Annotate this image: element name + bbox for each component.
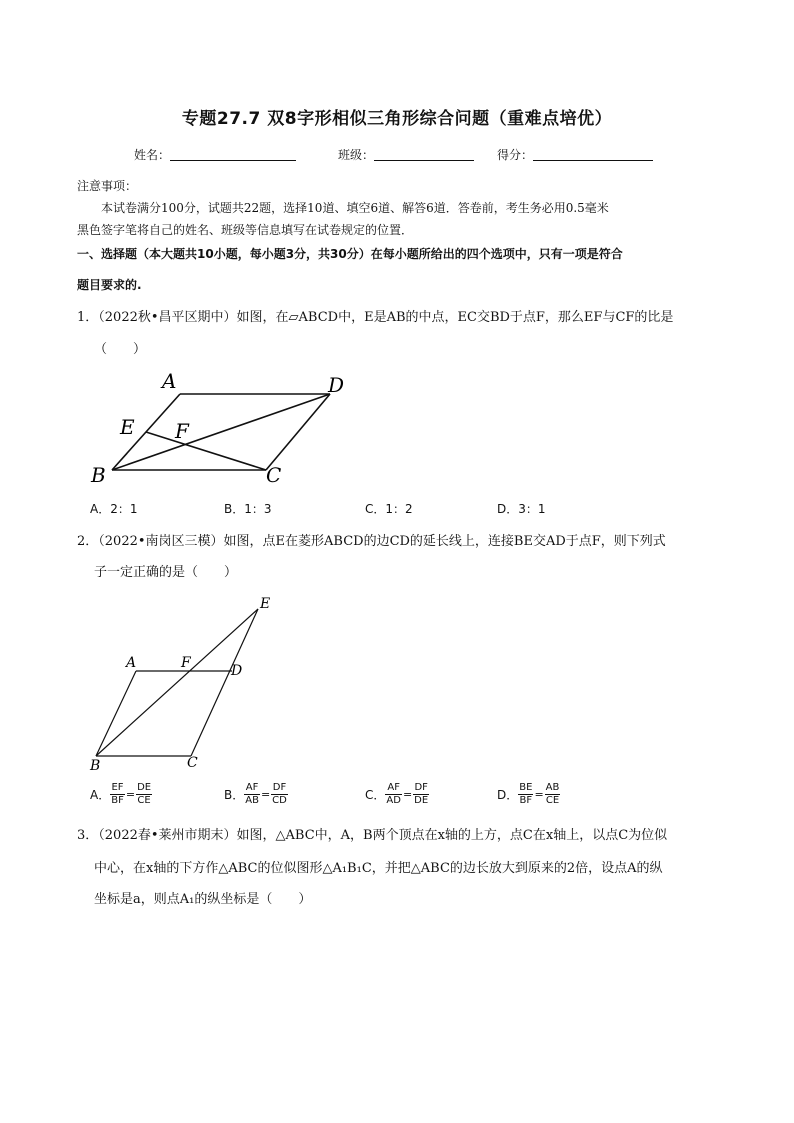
q2-label-E: E — [260, 596, 271, 612]
q2-option-c-num-1: AF — [387, 782, 400, 793]
q2-option-c-num-2: DF — [414, 782, 428, 793]
name-label: 姓名： — [134, 148, 171, 162]
q2-stem-line-1: 2．（2022•南岗区三模）如图，点E在菱形ABCD的边CD的延长线上，连接BE交AD于点F，则下列式 — [77, 534, 666, 549]
q2-option-d-num-1: BE — [519, 782, 533, 793]
q3-stem-line-3: 坐标是a，则点A₁的纵坐标是（ ） — [94, 892, 312, 907]
q2-option-c[interactable] — [365, 782, 429, 807]
q1-option-b[interactable]: B．1：3 — [224, 502, 272, 516]
q2-rhombus-figure — [84, 592, 284, 780]
q2-option-c-fraction-2 — [413, 782, 429, 807]
q2-option-d[interactable] — [497, 782, 560, 807]
q2-label-F: F — [181, 655, 191, 671]
q2-label-C: C — [187, 755, 198, 771]
q1-stem-line-1: 1．（2022秋•昌平区期中）如图，在▱ABCD中，E是AB的中点，EC交BD于点F，那么EF与CF的比是 — [77, 310, 674, 325]
notice-heading: 注意事项： — [77, 179, 138, 193]
q2-option-a-den-1: BF — [111, 795, 124, 806]
q1-label-E: E — [120, 415, 135, 439]
q2-option-b-den-2: CD — [272, 795, 287, 806]
notice-line-1: 本试卷满分100分，试题共22题，选择10道、填空6道、解答6道．答卷前，考生务必用0.5毫米 — [101, 201, 609, 215]
q2-option-a-num-1: EF — [111, 782, 124, 793]
score-blank[interactable] — [533, 148, 653, 161]
q2-option-d-letter: D． — [497, 788, 519, 802]
name-blank[interactable] — [170, 148, 296, 161]
q2-option-d-fraction-1 — [518, 782, 533, 807]
q2-option-b-fraction-2 — [271, 782, 288, 807]
q1-label-A: A — [162, 369, 177, 393]
q2-stem-line-2: 子一定正确的是（ ） — [94, 565, 238, 580]
class-field-group — [338, 146, 474, 163]
q2-option-c-letter: C． — [365, 788, 386, 802]
q2-option-d-den-2: CE — [545, 795, 560, 806]
q2-option-c-den-2: DE — [414, 795, 429, 806]
q3-stem-line-2: 中心，在x轴的下方作△ABC的位似图形△A₁B₁C，并把△ABC的边长放大到原来的2倍，设点A的纵 — [94, 861, 663, 876]
notice-line-2: 黑色签字笔将自己的姓名、班级等信息填写在试卷规定的位置． — [77, 223, 414, 237]
q2-option-a[interactable] — [90, 782, 152, 807]
q2-option-b-num-1: AF — [245, 782, 259, 793]
q1-label-D: D — [328, 373, 345, 397]
equals-sign: = — [260, 788, 271, 801]
q2-option-b-fraction-1 — [244, 782, 260, 807]
equals-sign: = — [125, 788, 136, 801]
q2-option-b[interactable] — [224, 782, 288, 807]
q1-label-C: C — [266, 463, 282, 487]
q2-label-A: A — [126, 655, 137, 671]
section-1-heading-line-1: 一、选择题（本大题共10小题，每小题3分，共30分）在每小题所给出的四个选项中，只有一项是符合 — [77, 247, 623, 261]
q2-label-D: D — [231, 663, 243, 679]
equals-sign: = — [402, 788, 413, 801]
score-label: 得分： — [497, 148, 534, 162]
q1-option-d[interactable]: D．3：1 — [497, 502, 546, 516]
q2-option-a-fraction-2 — [136, 782, 152, 807]
q1-stem-line-2: （ ） — [94, 342, 147, 357]
q3-stem-line-1: 3．（2022春•莱州市期末）如图，△ABC中，A，B两个顶点在x轴的上方，点C在x轴上，以点C为位似 — [77, 828, 668, 843]
q2-option-a-letter: A． — [90, 788, 111, 802]
q2-option-d-fraction-2 — [545, 782, 561, 807]
q2-option-a-den-2: CE — [137, 795, 151, 806]
q2-option-d-num-2: AB — [545, 782, 560, 793]
q2-option-c-den-1: AD — [386, 795, 401, 806]
q2-option-b-num-2: DF — [272, 782, 287, 793]
q2-option-b-den-1: AB — [245, 795, 259, 806]
q2-option-a-num-2: DE — [137, 782, 152, 793]
q1-option-a[interactable]: A．2：1 — [90, 502, 138, 516]
q1-label-F: F — [175, 419, 189, 443]
page-title: 专题27.7 双8字形相似三角形综合问题（重难点培优） — [181, 109, 613, 129]
q1-label-B: B — [91, 463, 106, 487]
name-field-group — [134, 146, 296, 163]
class-blank[interactable] — [374, 148, 474, 161]
equals-sign: = — [534, 788, 544, 801]
q2-option-a-fraction-1 — [110, 782, 125, 807]
q1-option-c[interactable]: C．1：2 — [365, 502, 413, 516]
section-1-heading-line-2: 题目要求的. — [77, 278, 142, 292]
score-field-group — [497, 146, 653, 163]
q2-option-c-fraction-1 — [385, 782, 402, 807]
q2-label-B: B — [90, 758, 101, 774]
q1-parallelogram-figure — [80, 366, 370, 496]
q2-option-d-den-1: BF — [519, 795, 533, 806]
class-label: 班级： — [338, 148, 375, 162]
q2-option-b-letter: B． — [224, 788, 245, 802]
